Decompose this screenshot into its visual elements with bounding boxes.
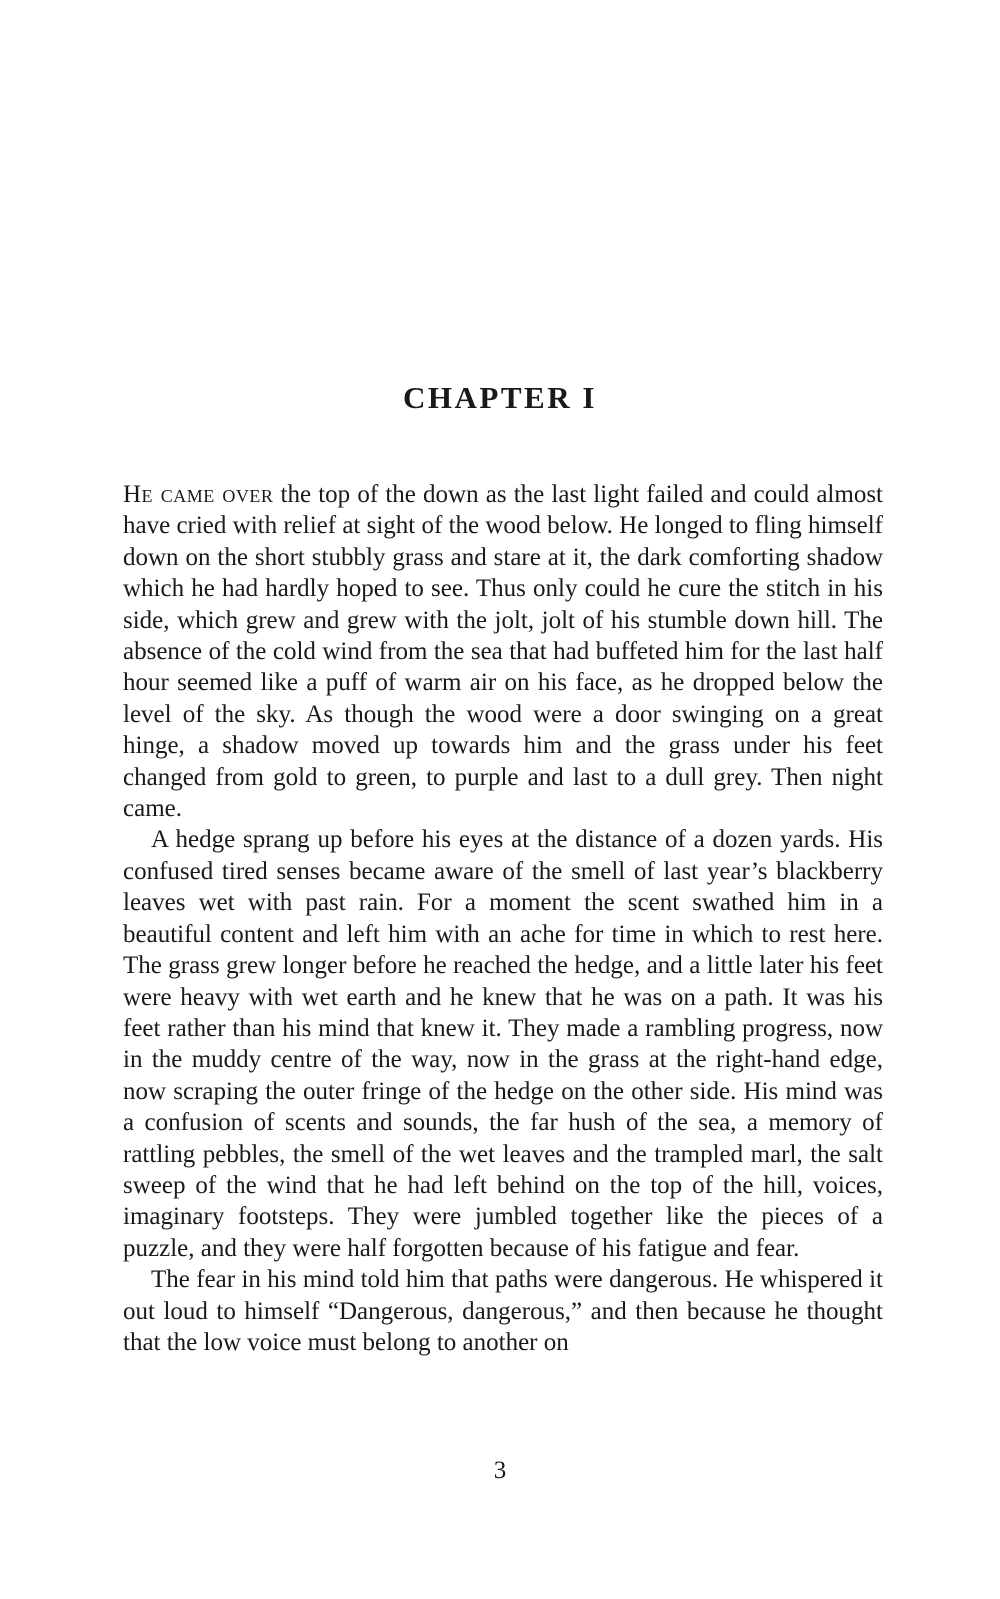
paragraph-3: The fear in his mind told him that paths were dangerous. He whispered it out loud to himself “Dangerous, dangerous,” and then because he thought that the low voice must belong to another on [123,1266,883,1356]
paragraph-lead-in: He came over [123,481,274,508]
page-number: 3 [493,1457,507,1484]
paragraph-1 [123,479,883,824]
chapter-body [123,479,883,1358]
paragraph-text: the top of the down as the last light failed and could almost have cried with relief at sight of the wood below. He longed to fling himself down on the short stubbly grass and stare at it, the dark comforting shadow which he had hardly hoped to see. Thus only could he cure the stitch in his side, which grew and grew with the jolt, jolt of his stumble down hill. The absence of the cold wind from the sea that had buffeted him for the last half hour seemed like a puff of warm air on his face, as he dropped below the level of the sky. As though the wood were a door swinging on a great hinge, a shadow moved up towards him and the grass under his feet changed from gold to green, to purple and last to a dull grey. Then night came. [123,481,883,823]
chapter-heading: CHAPTER I [403,380,597,415]
paragraph-2: A hedge sprang up before his eyes at the distance of a dozen yards. His confused tired senses became aware of the smell of last year’s blackberry leaves wet with past rain. For a moment the scent swathed him in a beautiful content and left him with an ache for time in which to rest here. The grass grew longer before he reached the hedge, and a little later his feet were heavy with wet earth and he knew that he was on a path. It was his feet rather than his mind that knew it. They made a rambling progress, now in the muddy centre of the way, now in the grass at the right-hand edge, now scraping the outer fringe of the hedge on the other side. His mind was a confusion of scents and sounds, the far hush of the sea, a memory of rattling pebbles, the smell of the wet leaves and the trampled marl, the salt sweep of the wind that he had left behind on the top of the hill, voices, imaginary footsteps. They were jumbled together like the pieces of a puzzle, and they were half forgotten because of his fatigue and fear. [123,826,883,1262]
